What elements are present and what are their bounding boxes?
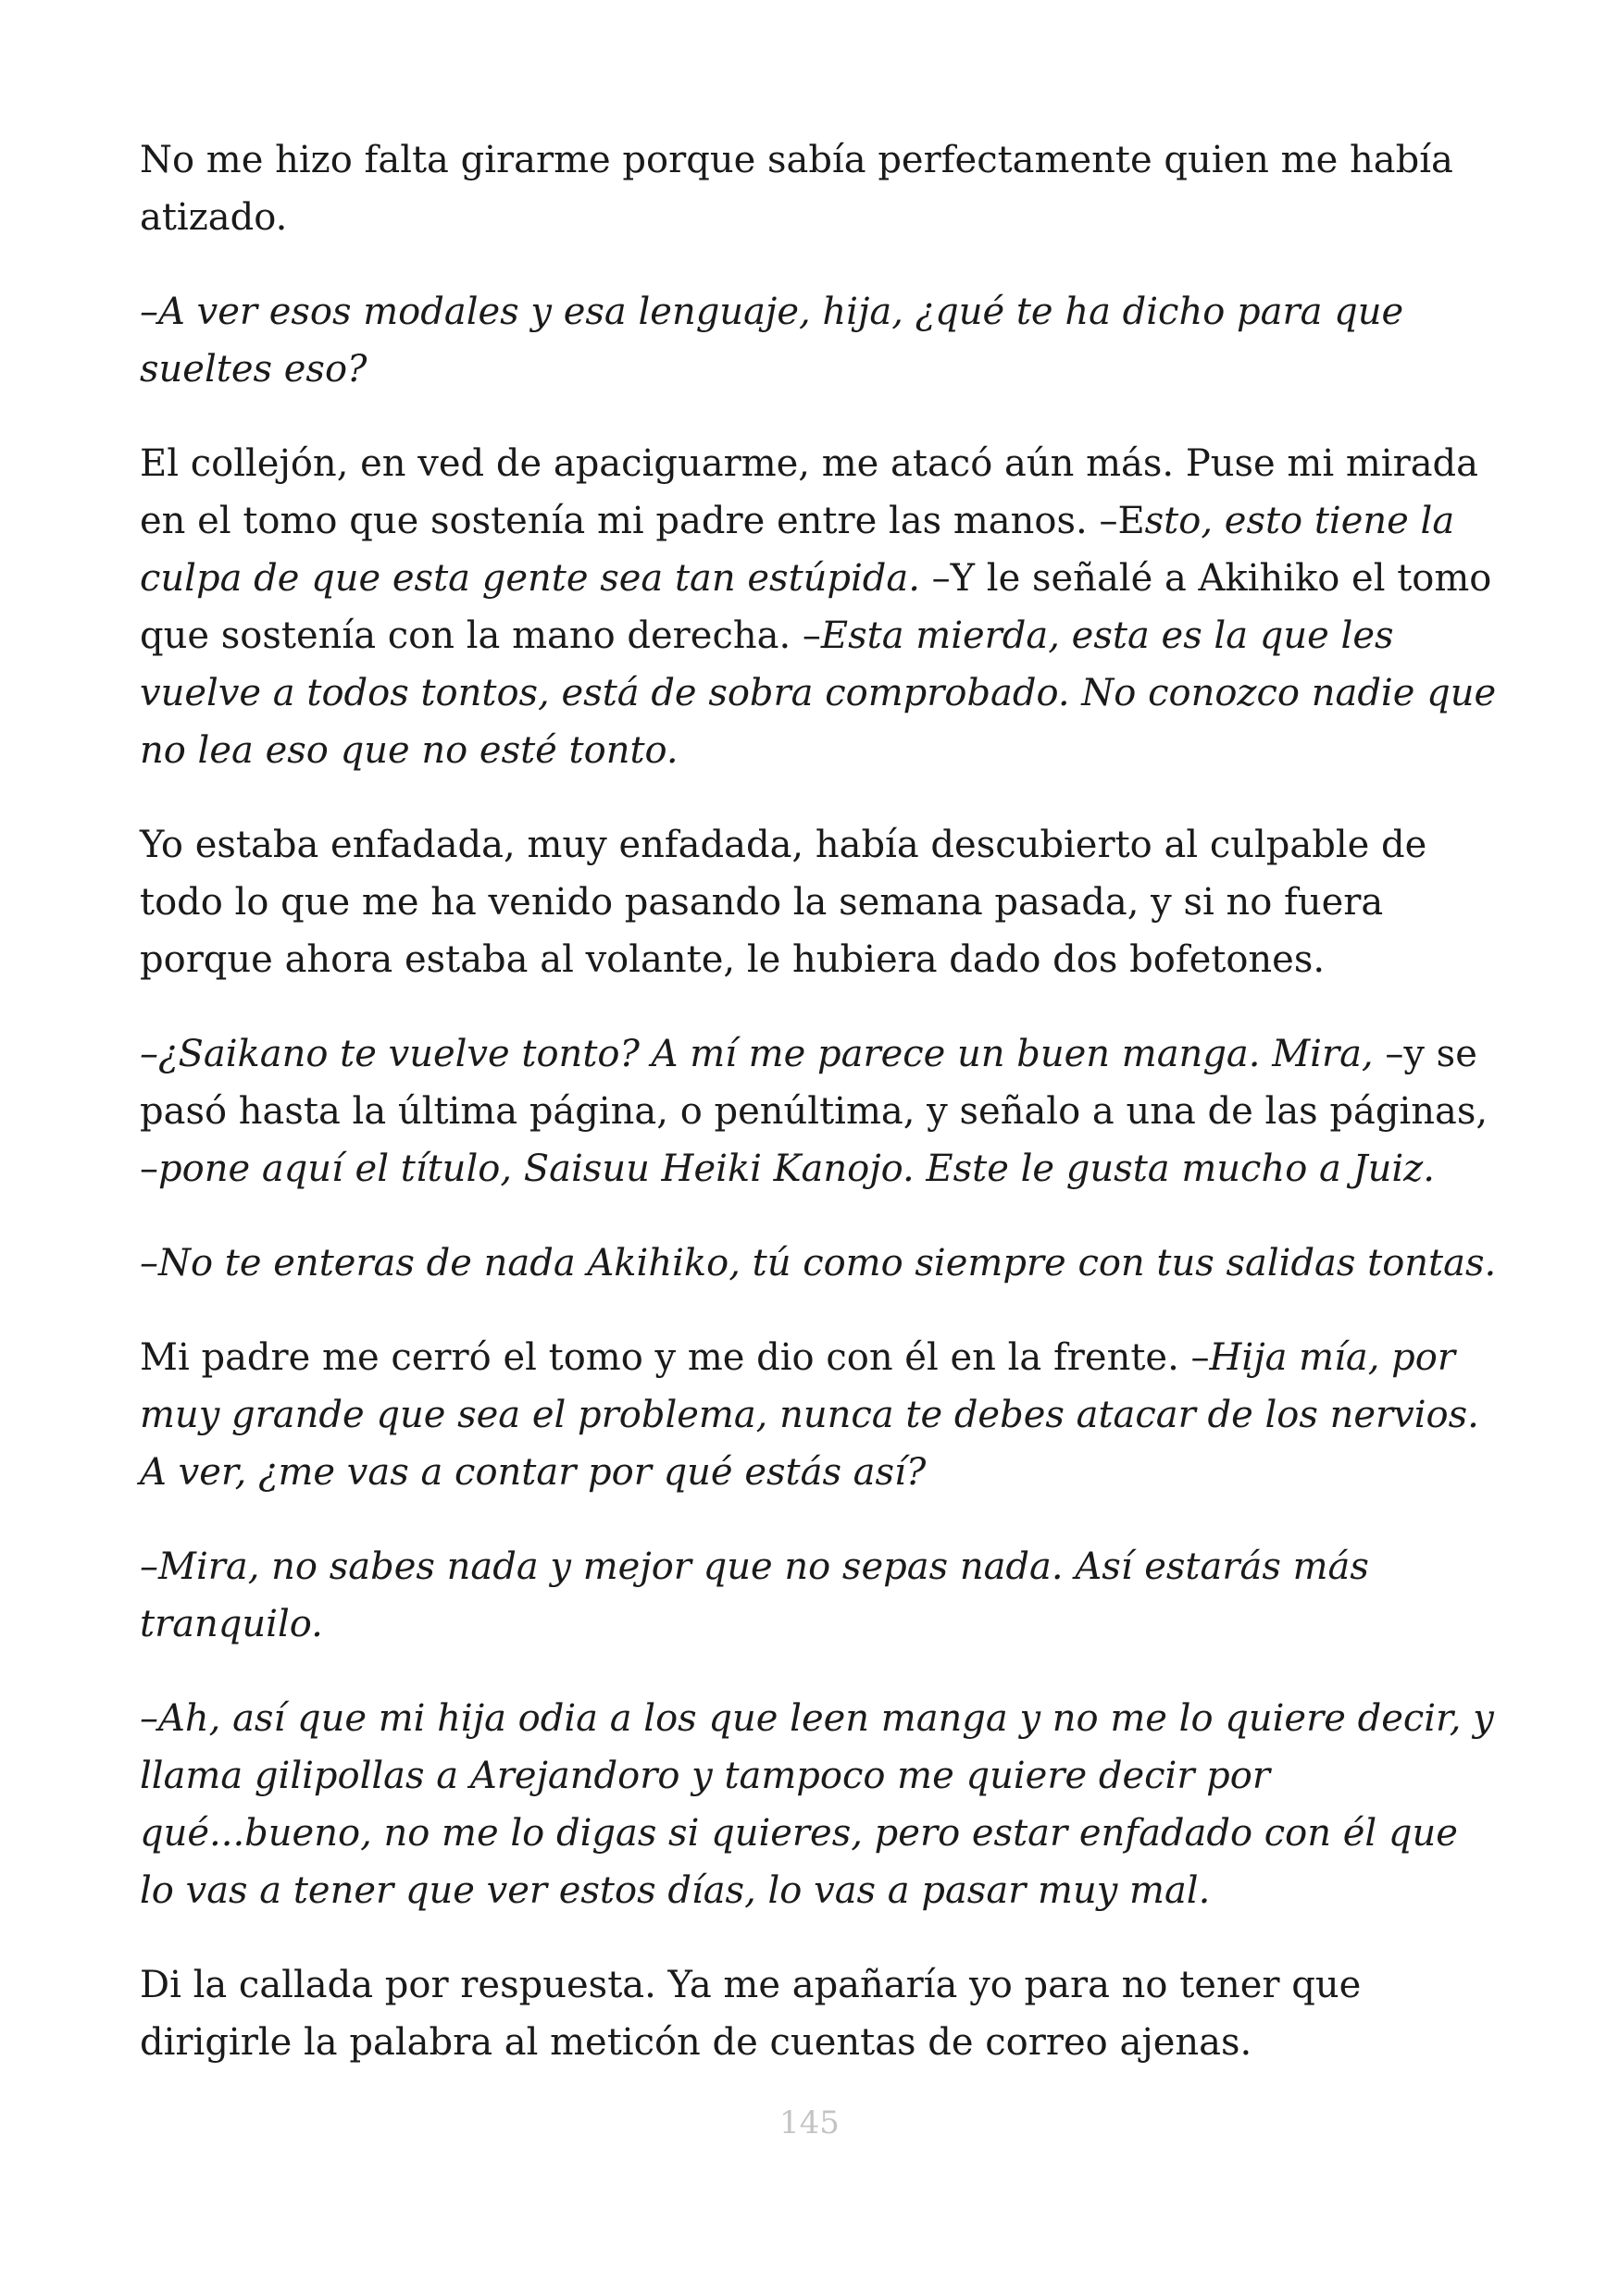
paragraph-2-segment-1: –A ver esos modales y esa lenguaje, hija, ¿qué te ha dicho para que sueltes eso?: [140, 291, 1404, 391]
paragraph-7-segment-1: Mi padre me cerró el tomo y me dio con él en la frente. –: [140, 1336, 1210, 1379]
paragraph-5: [140, 1025, 1501, 1198]
paragraph-7: [140, 1329, 1501, 1501]
paragraph-4: [140, 816, 1501, 988]
paragraph-8-segment-1: –Mira, no sabes nada y mejor que no sepas nada. Así estarás más tranquilo.: [140, 1545, 1369, 1645]
paragraph-9-segment-1: –Ah, así que mi hija odia a los que leen manga y no me lo quiere decir, y llama gilipollas a Arejandoro y tampoco me quiere decir por qué...bueno, no me lo digas si quieres, pero estar enfadado con él que lo vas a tener que ver estos días, lo vas a pasar muy mal.: [140, 1697, 1494, 1912]
paragraph-3: [140, 435, 1501, 779]
paragraph-5-segment-1: –¿Saikano te vuelve tonto? A mí me parece un buen manga. Mira,: [140, 1033, 1374, 1075]
paragraph-6: [140, 1235, 1501, 1292]
paragraph-1: [140, 131, 1501, 246]
paragraph-3-segment-1: El collejón, en ved de apaciguarme, me atacó aún más. Puse mi mirada en el tomo que sostenía mi padre entre las manos. –E: [140, 442, 1478, 542]
paragraph-8: [140, 1538, 1501, 1653]
paragraph-5-segment-2: –y se pasó hasta la última página, o penúltima, y señalo a una de las páginas, –: [140, 1033, 1488, 1190]
paragraph-1-segment-1: No me hizo falta girarme porque sabía perfectamente quien me había atizado.: [140, 139, 1453, 239]
paragraph-7-segment-2: Hija mía, por muy grande que sea el problema, nunca te debes atacar de los nervios. A ver, ¿me vas a contar por qué estás así?: [140, 1336, 1479, 1494]
paragraph-9: [140, 1690, 1501, 1919]
paragraph-5-segment-3: pone aquí el título, Saisuu Heiki Kanojo. Este le gusta mucho a Juiz.: [158, 1148, 1435, 1190]
paragraph-10: [140, 1956, 1501, 2071]
paragraph-4-segment-1: Yo estaba enfadada, muy enfadada, había descubierto al culpable de todo lo que me ha venido pasando la semana pasada, y si no fuera porque ahora estaba al volante, le hubiera dado dos bofetones.: [140, 824, 1427, 981]
paragraph-3-segment-4: Esta mierda, esta es la que les vuelve a todos tontos, está de sobra comprobado. No conozco nadie que no lea eso que no esté tonto.: [140, 614, 1497, 772]
page-body: [140, 131, 1501, 2108]
paragraph-10-segment-1: Di la callada por respuesta. Ya me apañaría yo para no tener que dirigirle la palabra al meticón de cuentas de correo ajenas.: [140, 1964, 1362, 2064]
paragraph-2: [140, 283, 1501, 398]
paragraph-6-segment-1: –No te enteras de nada Akihiko, tú como siempre con tus salidas tontas.: [140, 1242, 1497, 1285]
paragraph-3-segment-2: sto, esto tiene la culpa de que esta gente sea tan estúpida.: [140, 500, 1455, 600]
paragraph-3-segment-3: –Y le señalé a Akihiko el tomo que sostenía con la mano derecha. –: [140, 557, 1492, 657]
page-number: 145: [779, 2104, 840, 2141]
